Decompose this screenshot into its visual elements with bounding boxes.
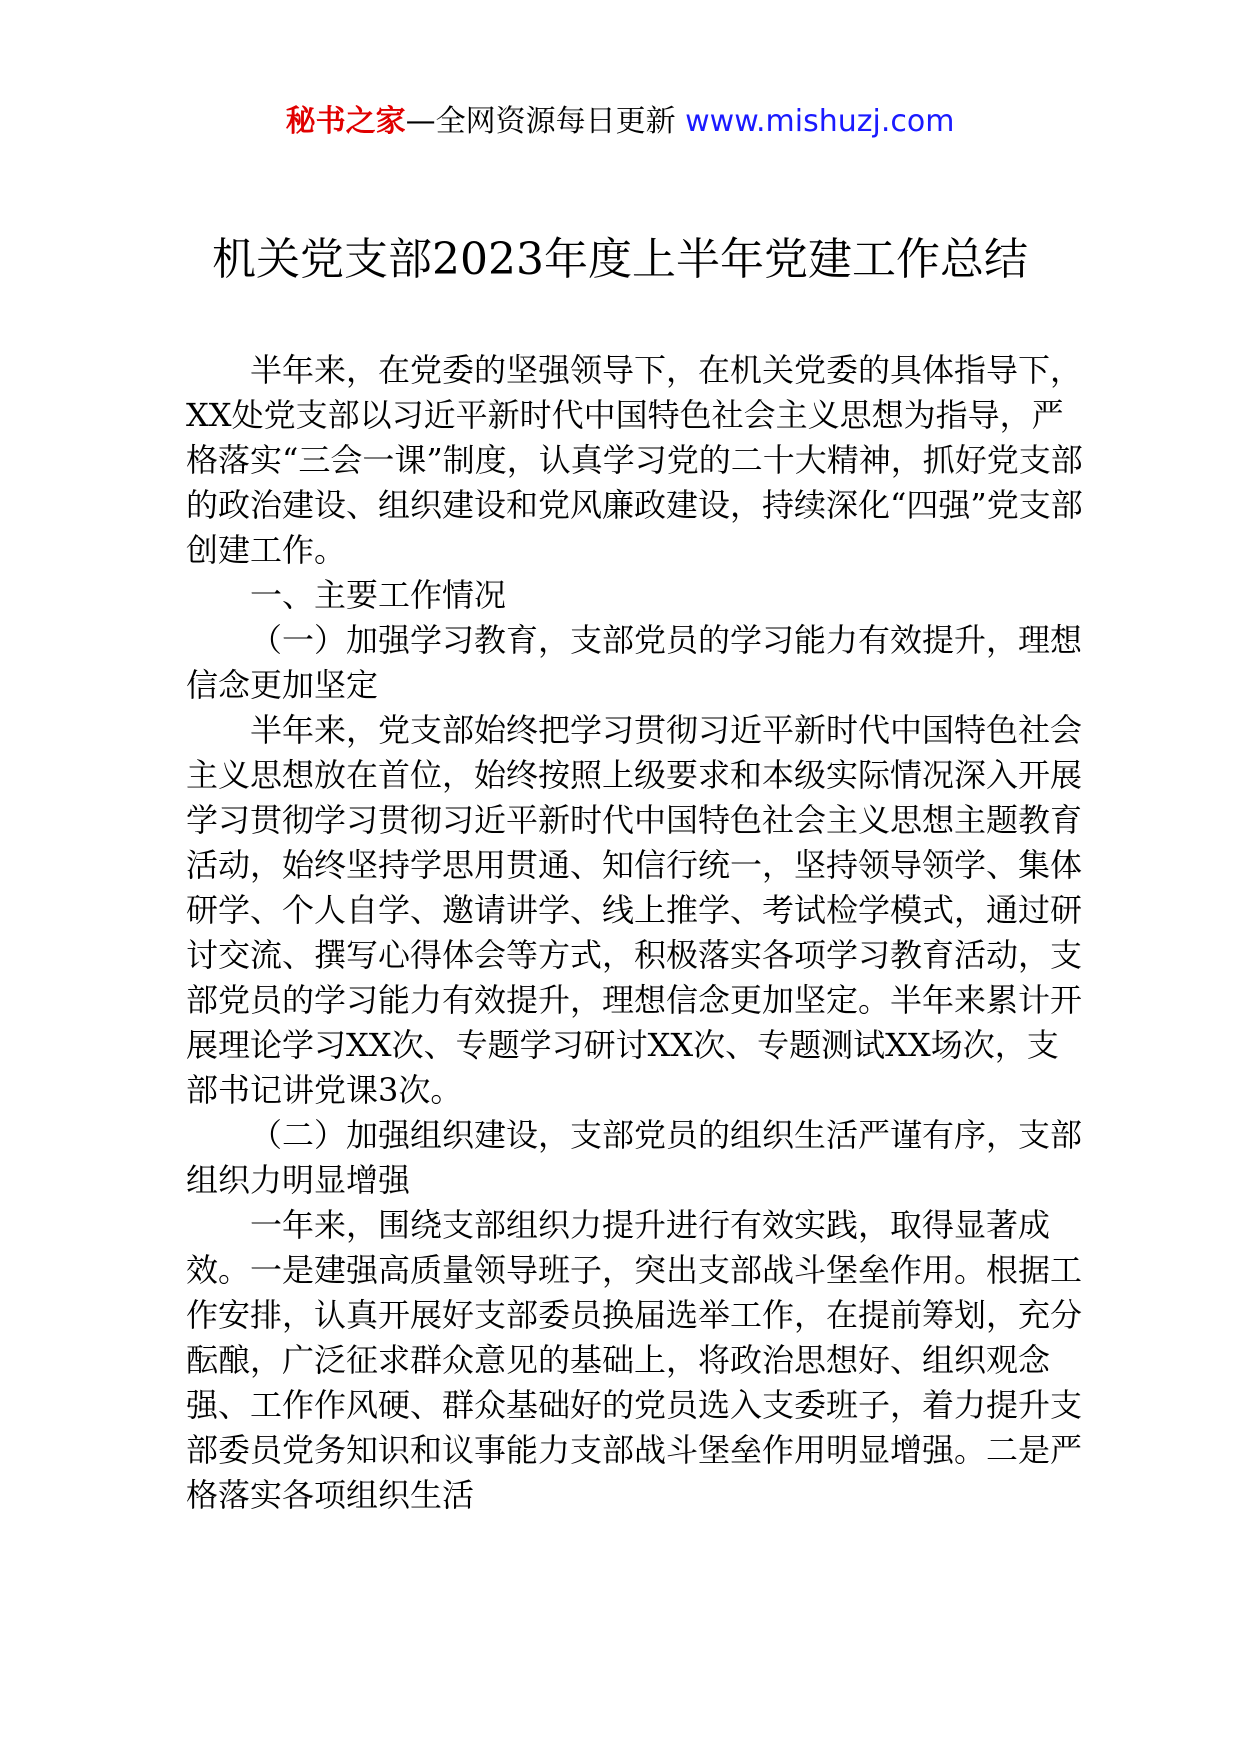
site-header (0, 100, 1240, 144)
brand-name: 秘书之家 (285, 104, 406, 139)
site-tagline: —全网资源每日更新 (405, 104, 686, 139)
subsection-heading: （二）加强组织建设，支部党员的组织生活严谨有序，支部组织力明显增强 (186, 1116, 1083, 1199)
intro-paragraph: 半年来，在党委的坚强领导下，在机关党委的具体指导下，XX处党支部以习近平新时代中国特色社会主义思想为指导，严格落实“三会一课”制度，认真学习党的二十大精神，抓好党支部的政治建设、组织建设和党风廉政建设，持续深化“四强”党支部创建工作。 (186, 351, 1083, 569)
document-title: 机关党支部2023年度上半年党建工作总结 (212, 234, 1028, 285)
document-body (186, 348, 1086, 1518)
body-paragraph: 一年来，围绕支部组织力提升进行有效实践，取得显著成效。一是建强高质量领导班子，突出支部战斗堡垒作用。根据工作安排，认真开展好支部委员换届选举工作，在提前筹划，充分酝酿，广泛征求群众意见的基础上，将政治思想好、组织观念强、工作作风硬、群众基础好的党员选入支委班子，着力提升支部委员党务知识和议事能力支部战斗堡垒作用明显增强。二是严格落实各项组织生活 (186, 1206, 1083, 1514)
section-heading: 一、主要工作情况 (250, 576, 507, 614)
site-url-link[interactable]: www.mishuzj.com (685, 104, 955, 139)
subsection-heading: （一）加强学习教育，支部党员的学习能力有效提升，理想信念更加坚定 (186, 621, 1083, 704)
body-paragraph: 半年来，党支部始终把学习贯彻习近平新时代中国特色社会主义思想放在首位，始终按照上级要求和本级实际情况深入开展学习贯彻学习贯彻习近平新时代中国特色社会主义思想主题教育活动，始终坚持学思用贯通、知信行统一，坚持领导领学、集体研学、个人自学、邀请讲学、线上推学、考试检学模式，通过研讨交流、撰写心得体会等方式，积极落实各项学习教育活动，支部党员的学习能力有效提升，理想信念更加坚定。半年来累计开展理论学习XX次、专题学习研讨XX次、专题测试XX场次，支部书记讲党课3次。 (186, 711, 1083, 1109)
